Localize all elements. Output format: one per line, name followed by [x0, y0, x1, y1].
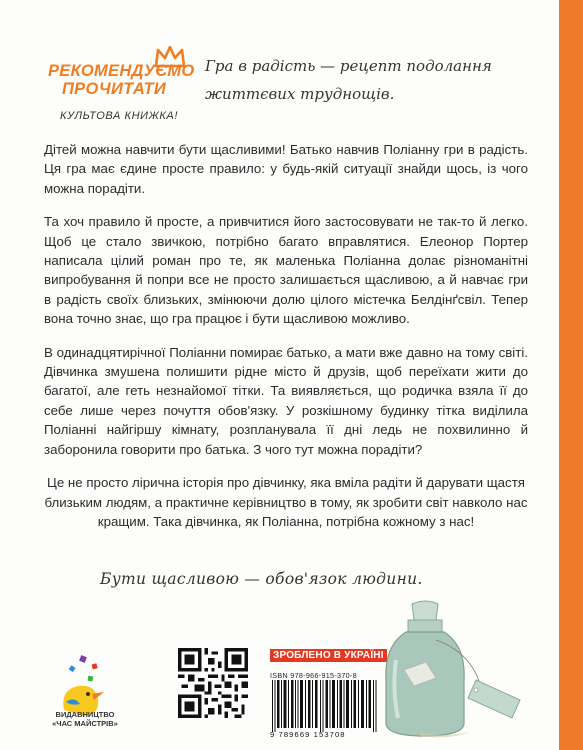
- publisher-name: ВИДАВНИЦТВО «ЧАС МАЙСТРІВ»: [52, 710, 118, 728]
- description-text: [44, 140, 528, 545]
- recommend-badge: [44, 46, 194, 136]
- tagline: Гра в радість — рецепт подолання життєвих труднощів.: [205, 57, 492, 103]
- barcode-number: 9 789669 153708: [270, 730, 346, 739]
- paragraph-4: Це не просто лірична історія про дівчинку, яка вміла радіти й дарувати щастя близьким людям, а практичне керівництво в тому, як зробити світ навколо нас кращим. Така дівчинка, як Поліанна, потрібна кожному з нас!: [44, 475, 528, 529]
- motto: Бути щасливою — обов'язок людини.: [100, 570, 423, 588]
- qr-code-icon: [178, 648, 248, 718]
- paragraph-3: В одинадцятирічної Поліанни помирає батько, а мати вже давно на тому світі. Дівчинка змушена полишити рідне місто й друзів, щоб переїхати жити до багатої, але геть незнайомої тітки. Та виявляється, що родичка взяла її до себе лише через почуття обов'язку. У розкішному будинку тітка виділила Поліанні найгіршу кімнату, розпланувала її дні ледь не похвилинно й заборонила говорити про батька. З чого тут можна порадіти?: [44, 344, 528, 457]
- isbn-text: ISBN 978-966-915-370-8: [270, 671, 357, 680]
- paragraph-1: Дітей можна навчити бути щасливими! Батько навчив Поліанну гри в радість. Ця гра має єдине просте правило: у будь-якій ситуації знайди щось, із чого можна порадіти.: [44, 142, 528, 196]
- made-in-ukraine-label: ЗРОБЛЕНО В УКРАЇНІ: [270, 649, 387, 662]
- badge-line-1: РЕКОМЕНДУЄМО: [48, 62, 195, 80]
- orange-spine-edge: [559, 0, 583, 750]
- badge-line-2: ПРОЧИТАТИ: [62, 80, 167, 98]
- jar-illustration-icon: [380, 600, 530, 740]
- barcode-icon: [270, 680, 380, 732]
- badge-subtitle: КУЛЬТОВА КНИЖКА!: [60, 110, 179, 122]
- paragraph-2: Та хоч правило й просте, а привчитися його застосовувати не так-то й легко. Щоб це стало звичкою, потрібно багато вправлятися. Елеонор Портер написала цілий роман про те, як маленька Поліанна долає різноманітні випробування й попри все не просто залишається щасливою, а й навчає гри в радість своїх близьких, змінюючи долю цілого містечка Белдінґсвіл. Тепер вона точно знає, що гра працює і бути щасливою можливо.: [44, 214, 528, 327]
